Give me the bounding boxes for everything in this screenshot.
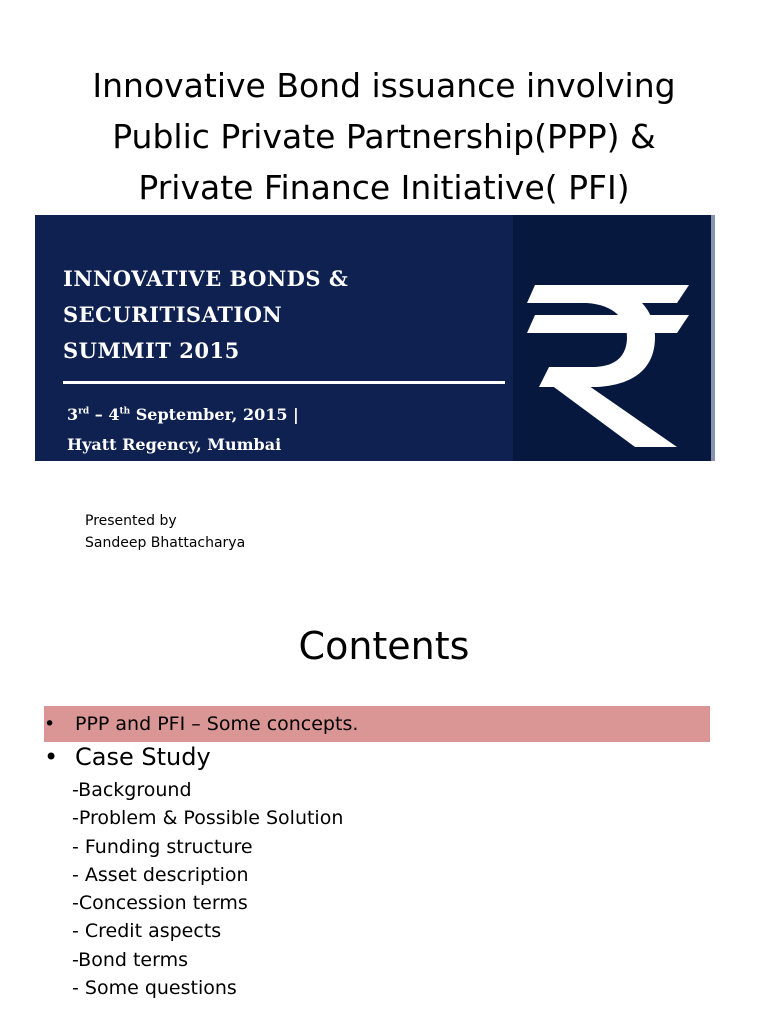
banner-title-line: INNOVATIVE BONDS &	[63, 266, 349, 291]
contents-title: Contents	[298, 624, 470, 668]
banner-edge	[711, 215, 715, 461]
presenter-info	[85, 510, 245, 554]
banner-title	[63, 261, 348, 369]
rupee-symbol-icon	[527, 275, 697, 450]
contents-slide	[0, 590, 768, 1024]
bullet-text: Case Study	[75, 743, 211, 771]
banner-date	[67, 405, 299, 424]
banner-title-line: SUMMIT 2015	[63, 338, 240, 363]
list-item: - Funding structure	[72, 835, 253, 858]
presented-by-label: Presented by	[85, 513, 177, 529]
date-start-suffix: rd	[78, 406, 90, 417]
bullet-text: PPP and PFI – Some concepts.	[75, 713, 359, 735]
title-line: Public Private Partnership(PPP) &	[112, 117, 656, 156]
bullet-item-highlighted	[44, 706, 710, 742]
list-item: -Concession terms	[72, 892, 248, 915]
list-item: - Credit aspects	[72, 920, 222, 943]
date-start: 3	[67, 405, 79, 424]
list-item: - Asset description	[72, 863, 249, 886]
case-study-subitems	[72, 776, 343, 1002]
summit-banner-image	[35, 215, 715, 461]
list-item: - Some questions	[72, 977, 237, 1000]
date-rest: September, 2015 |	[130, 405, 299, 424]
title-line: Innovative Bond issuance involving	[92, 66, 676, 105]
banner-divider	[63, 381, 505, 384]
bullet-item	[44, 739, 211, 775]
banner-title-line: SECURITISATION	[63, 302, 283, 327]
banner-venue: Hyatt Regency, Mumbai	[67, 435, 282, 454]
date-separator: – 4	[89, 405, 120, 424]
list-item: -Background	[72, 779, 192, 801]
bullet-dot: •	[44, 743, 59, 771]
date-end-suffix: th	[119, 406, 131, 417]
list-item: -Problem & Possible Solution	[72, 807, 344, 830]
slide-title	[40, 60, 728, 213]
list-item: -Bond terms	[72, 948, 189, 971]
bullet-dot: •	[44, 713, 56, 735]
title-line: Private Finance Initiative( PFI)	[138, 168, 630, 207]
presenter-name: Sandeep Bhattacharya	[85, 535, 246, 551]
